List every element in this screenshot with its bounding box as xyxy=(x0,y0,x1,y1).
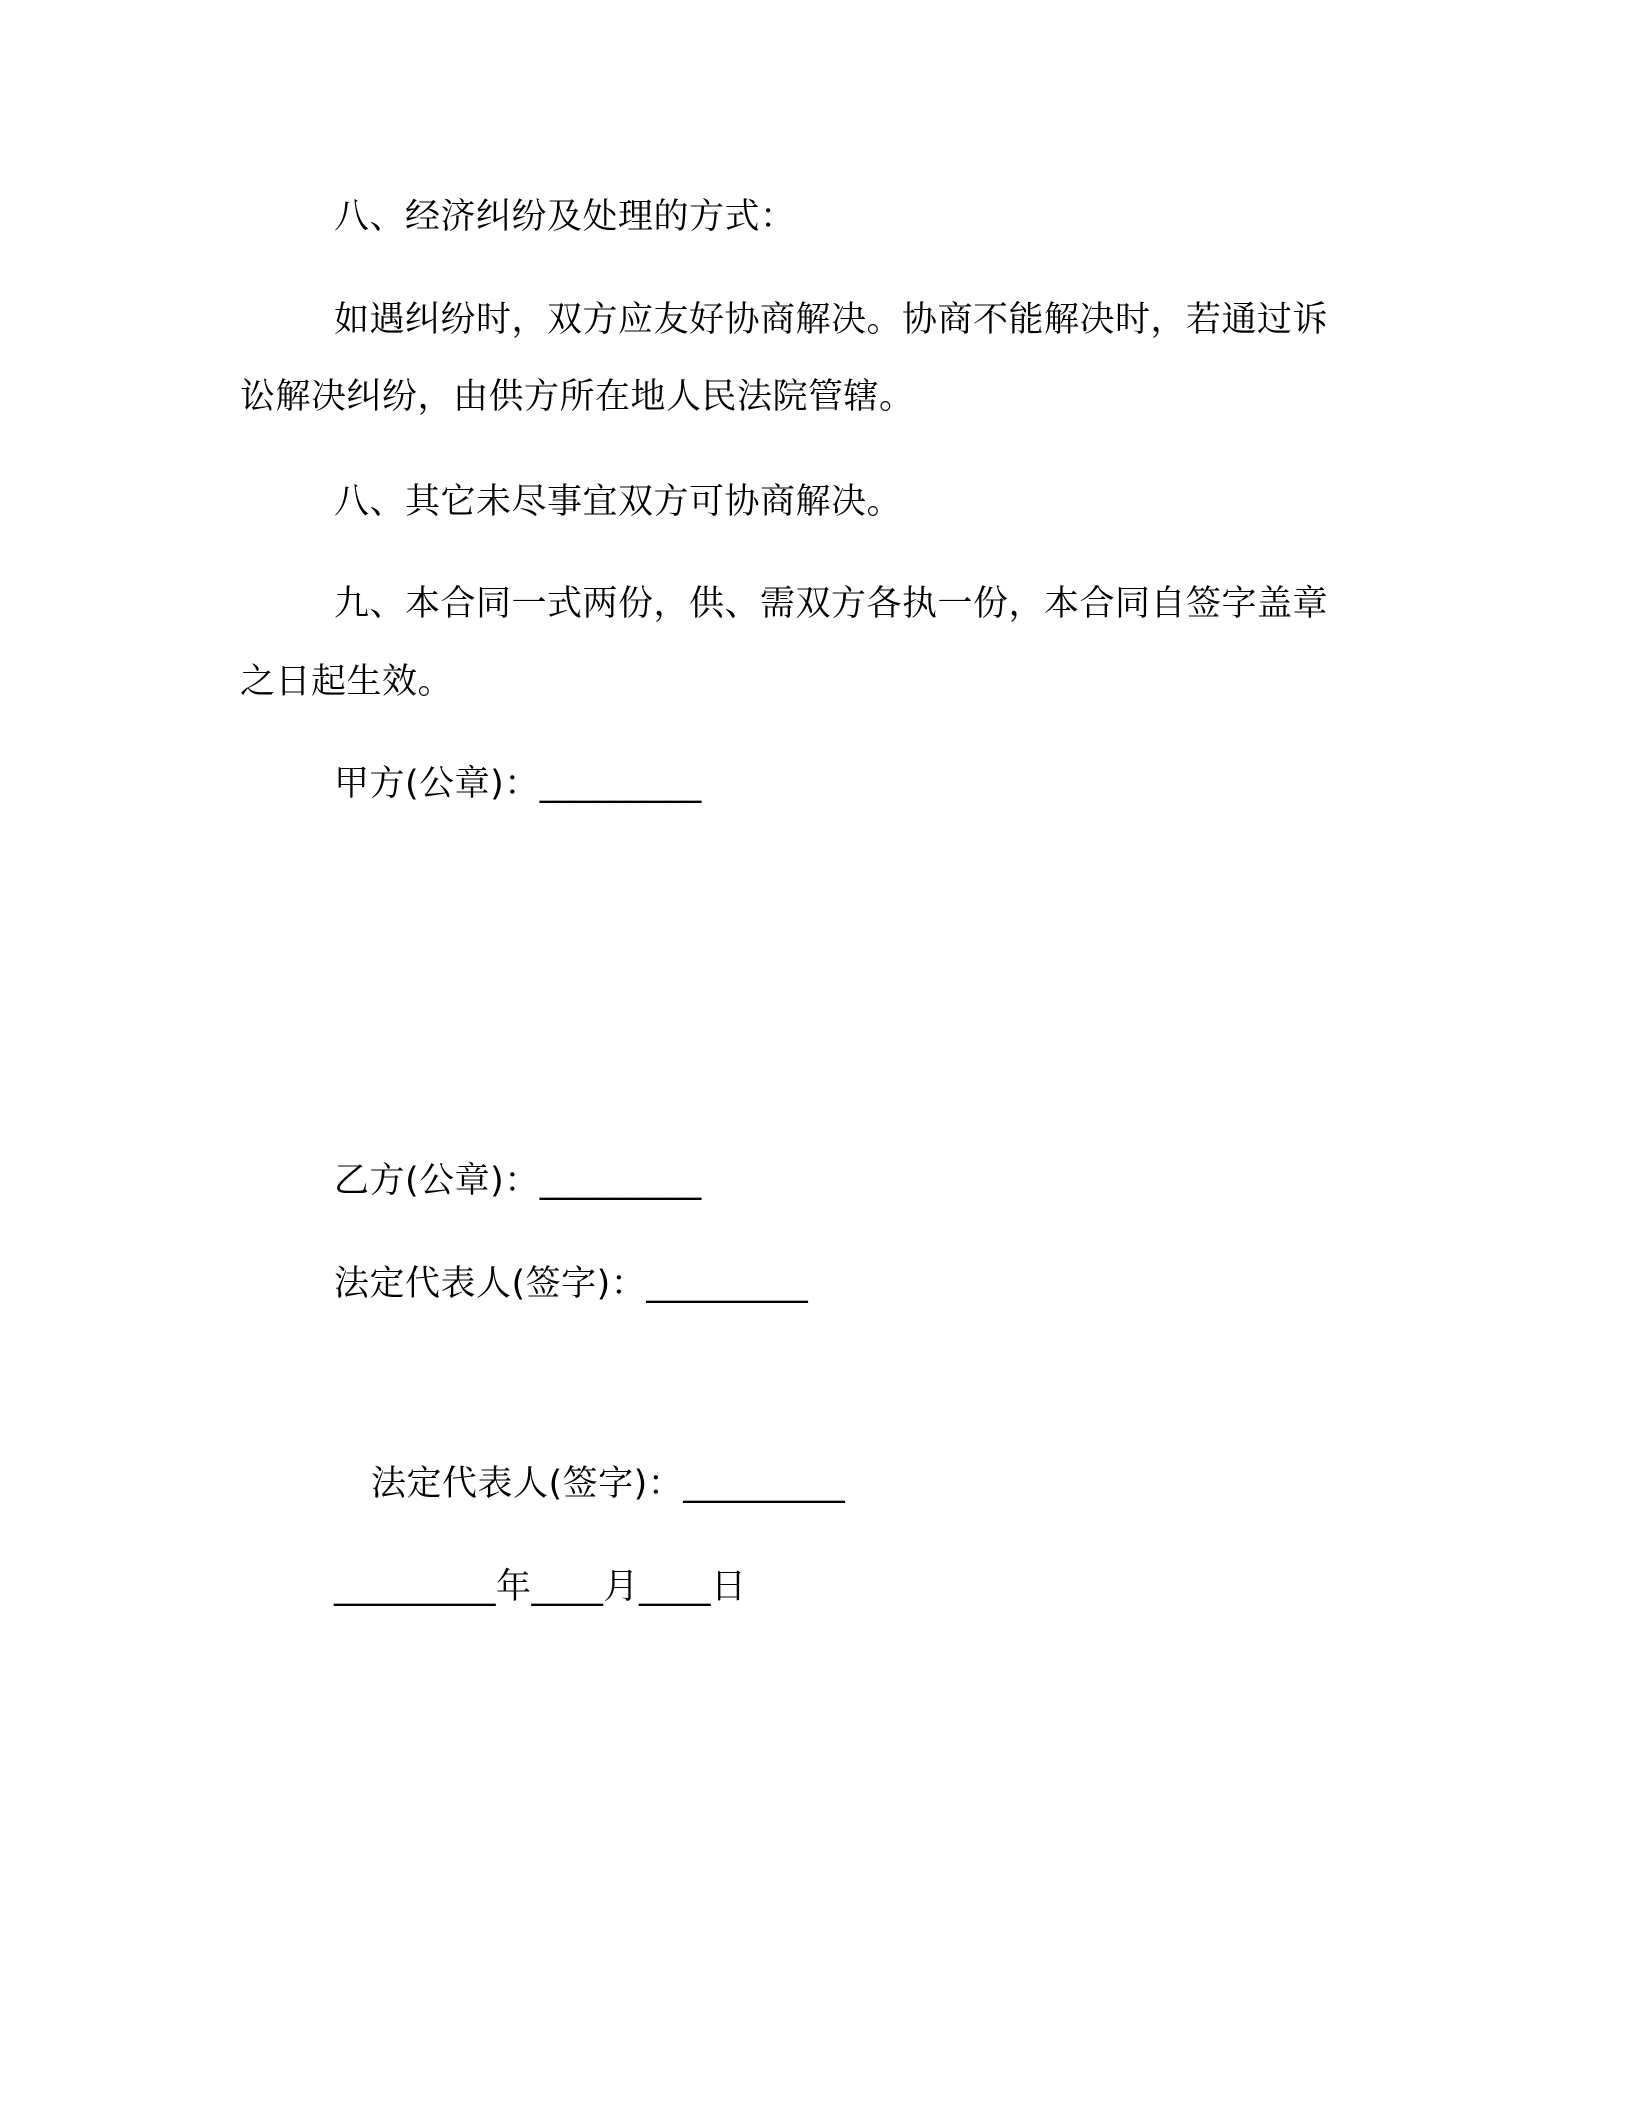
section-8-heading: 八、经济纠纷及处理的方式： xyxy=(334,197,796,237)
date-line: _________年____月____日 xyxy=(334,1567,747,1607)
legal-representative-signature-1: 法定代表人(签字)：_________ xyxy=(334,1264,809,1304)
party-b-seal-line: 乙方(公章)：_________ xyxy=(334,1161,702,1201)
dispute-paragraph-line-2: 讼解决纠纷，由供方所在地人民法院管辖。 xyxy=(240,377,915,417)
party-a-seal-line: 甲方(公章)：_________ xyxy=(334,764,702,804)
section-9-line-2: 之日起生效。 xyxy=(240,662,454,702)
legal-representative-signature-2: 法定代表人(签字)：_________ xyxy=(371,1464,846,1504)
dispute-paragraph-line-1: 如遇纠纷时，双方应友好协商解决。协商不能解决时，若通过诉 xyxy=(334,300,1329,340)
section-9-line-1: 九、本合同一式两份，供、需双方各执一份，本合同自签字盖章 xyxy=(334,584,1329,624)
section-8b-clause: 八、其它未尽事宜双方可协商解决。 xyxy=(334,482,903,522)
